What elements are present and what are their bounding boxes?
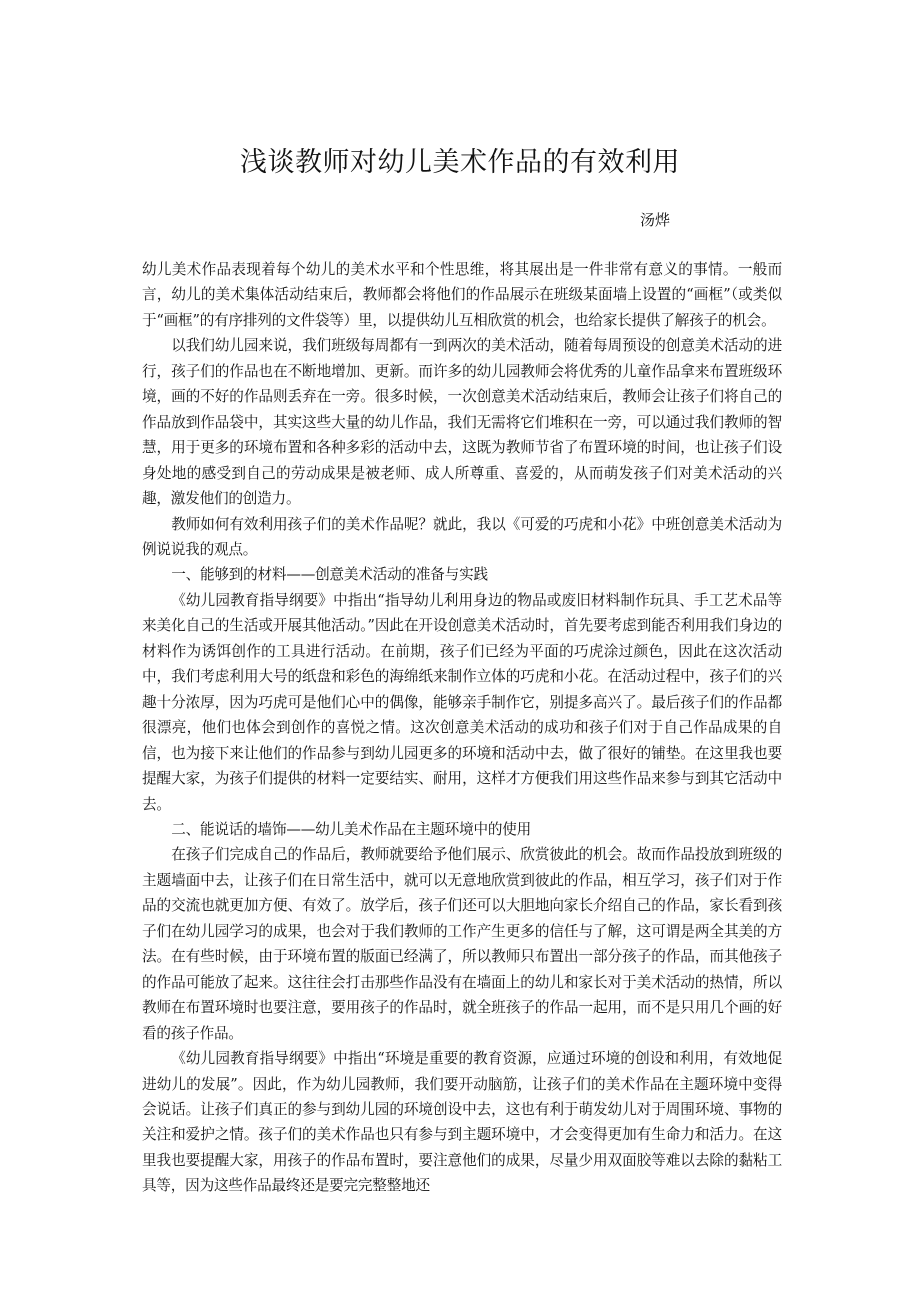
paragraph: 幼儿美术作品表现着每个幼儿的美术水平和个性思维，将其展出是一件非常有意义的事情。一般而言，幼儿的美术集体活动结束后，教师都会将他们的作品展示在班级某面墙上设置的“画框”（或类似于“画框”的有序排列的文件袋等）里，以提供幼儿互相欣赏的机会，也给家长提供了解孩子的机会。 <box>142 261 782 329</box>
paragraph: 以我们幼儿园来说，我们班级每周都有一到两次的美术活动，随着每周预设的创意美术活动的进行，孩子们的作品也在不断地增加、更新。而许多的幼儿园教师会将优秀的儿童作品拿来布置班级环境，画的不好的作品则丢弃在一旁。很多时候，一次创意美术活动结束后，教师会让孩子们将自己的作品放到作品袋中，其实这些大量的幼儿作品，我们无需将它们堆积在一旁，可以通过我们教师的智慧，用于更多的环境布置和各种多彩的活动中去，这既为教师节省了布置环境的时间，也让孩子们设身处地的感受到自己的劳动成果是被老师、成人所尊重、喜爱的，从而萌发孩子们对美术活动的兴趣，激发他们的创造力。 <box>142 337 782 508</box>
paragraph: 教师如何有效利用孩子们的美术作品呢？就此，我以《可爱的巧虎和小花》中班创意美术活动为例说说我的观点。 <box>142 515 782 558</box>
paragraph: 在孩子们完成自己的作品后，教师就要给予他们展示、欣赏彼此的机会。故而作品投放到班级的主题墙面中去，让孩子们在日常生活中，就可以无意地欣赏到彼此的作品，相互学习，孩子们对于作品的交流也就更加方便、有效了。放学后，孩子们还可以大胆地向家长介绍自己的作品，家长看到孩子们在幼儿园学习的成果，也会对于我们教师的工作产生更多的信任与了解，这可谓是两全其美的方法。在有些时候，由于环境布置的版面已经满了，所以教师只布置出一部分孩子的作品，而其他孩子的作品可能放了起来。这往往会打击那些作品没有在墙面上的幼儿和家长对于美术活动的热情，所以教师在布置环境时也要注意，要用孩子的作品时，就全班孩子的作品一起用，而不是只用几个画的好看的孩子作品。 <box>142 846 782 1042</box>
author-name: 汤烨 <box>640 211 671 229</box>
document-title: 浅谈教师对幼儿美术作品的有效利用 <box>240 147 680 178</box>
paragraph: 《幼儿园教育指导纲要》中指出“指导幼儿利用身边的物品或废旧材料制作玩具、手工艺术品等来美化自己的生活或开展其他活动。”因此在开设创意美术活动时，首先要考虑到能否利用我们身边的材料作为诱饵创作的工具进行活动。在前期，孩子们已经为平面的巧虎涂过颜色，因此在这次活动中，我们考虑利用大号的纸盘和彩色的海绵纸来制作立体的巧虎和小花。在活动过程中，孩子们的兴趣十分浓厚，因为巧虎可是他们心中的偶像，能够亲手制作它，别提多高兴了。最后孩子们的作品都很漂亮，他们也体会到创作的喜悦之情。这次创意美术活动的成功和孩子们对于自己作品成果的自信，也为接下来让他们的作品参与到幼儿园更多的环境和活动中去，做了很好的铺垫。在这里我也要提醒大家，为孩子们提供的材料一定要结实、耐用，这样才方便我们用这些作品来参与到其它活动中去。 <box>142 591 782 813</box>
paragraph: 《幼儿园教育指导纲要》中指出“环境是重要的教育资源，应通过环境的创设和利用，有效地促进幼儿的发展”。因此，作为幼儿园教师，我们要开动脑筋，让孩子们的美术作品在主题环境中变得会说话。让孩子们真正的参与到幼儿园的环境创设中去，这也有利于萌发幼儿对于周围环境、事物的关注和爱护之情。孩子们的美术作品也只有参与到主题环境中，才会变得更加有生命力和活力。在这里我也要提醒大家，用孩子的作品布置时，要注意他们的成果，尽量少用双面胶等难以去除的黏粘工具等，因为这些作品最终还是要完完整整地还 <box>142 1050 782 1195</box>
section-heading: 二、能说话的墙饰——幼儿美术作品在主题环境中的使用 <box>171 820 532 838</box>
section-heading: 一、能够到的材料——创意美术活动的准备与实践 <box>171 566 488 584</box>
document-body <box>142 257 782 1199</box>
